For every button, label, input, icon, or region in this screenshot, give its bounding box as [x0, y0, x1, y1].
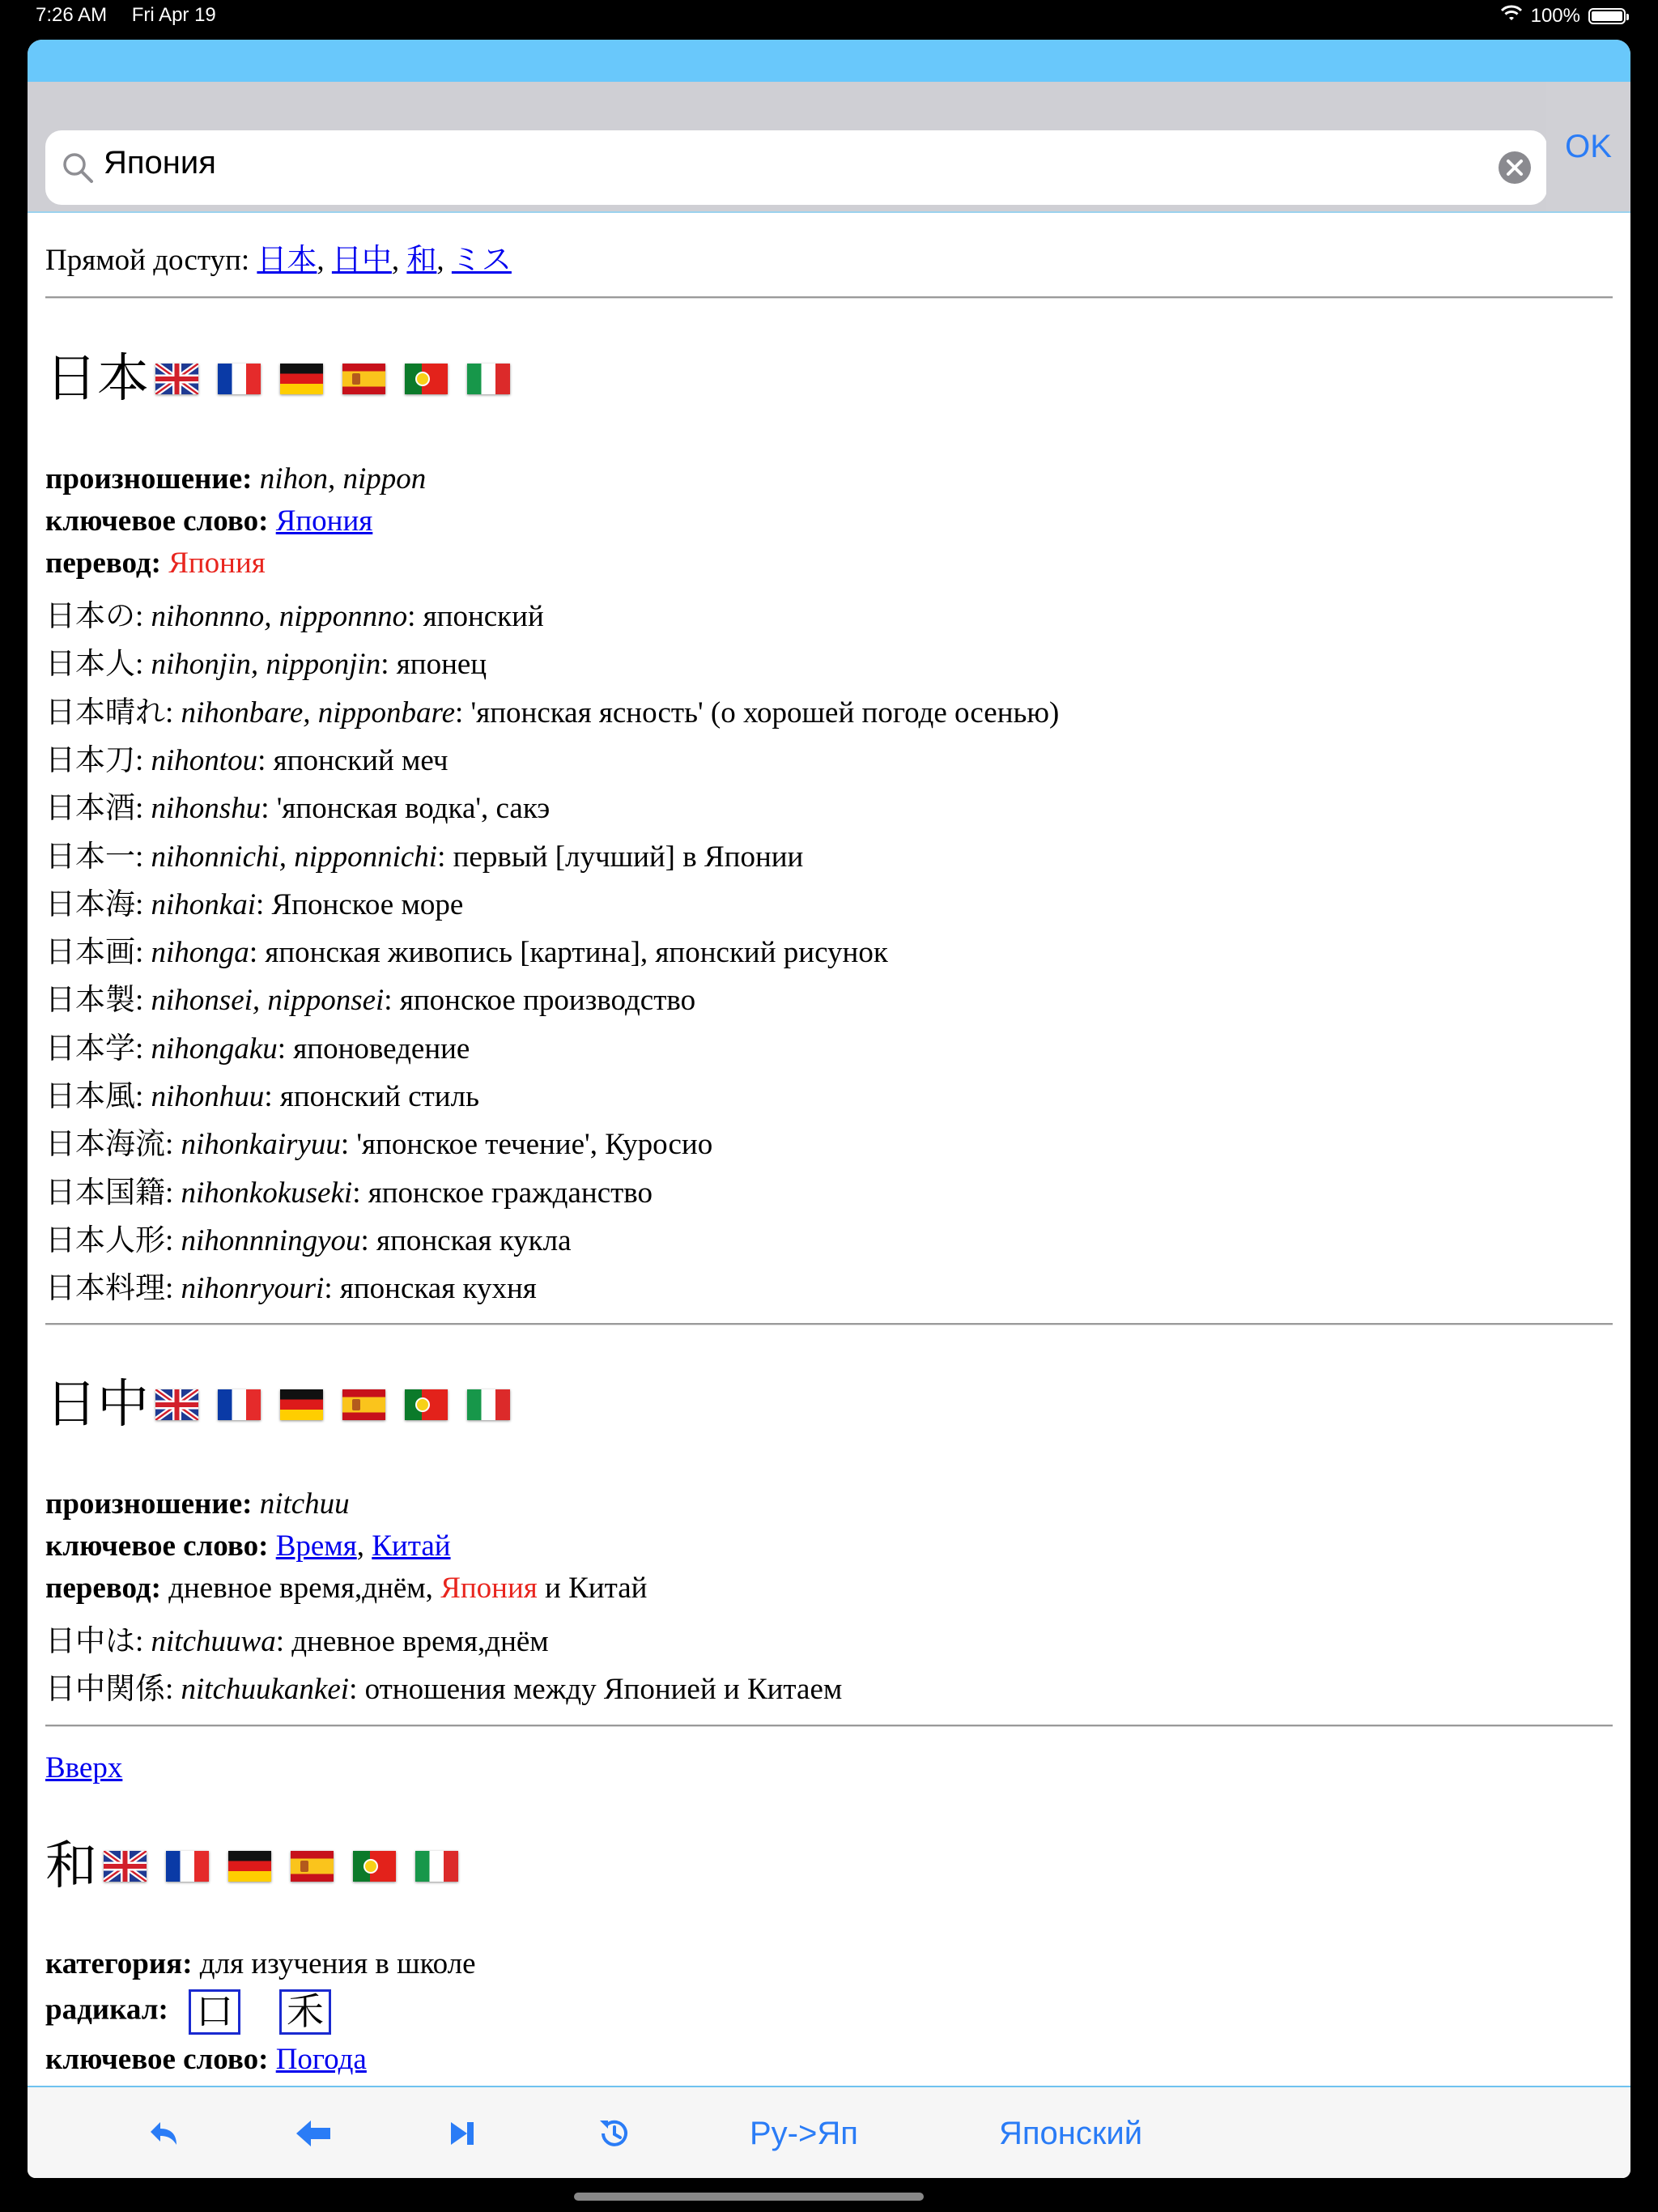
compound-row: 日本海: nihonkai: Японское море — [45, 887, 464, 921]
radical-box[interactable]: 口 — [189, 1989, 240, 2035]
france-flag-icon[interactable] — [218, 1389, 261, 1420]
back-arrow-icon[interactable] — [295, 2087, 332, 2178]
compound-reading: nihonjin, nipponjin — [151, 648, 381, 682]
direct-link-misu[interactable]: ミス — [451, 244, 512, 277]
compound-reading: nitchuukankei — [181, 1673, 350, 1706]
compound-meaning: японская кукла — [376, 1223, 572, 1257]
keyword-label: ключевое слово: — [45, 1529, 269, 1563]
undo-icon[interactable] — [144, 2087, 181, 2178]
compound-meaning: японец — [396, 648, 487, 682]
top-strip — [28, 40, 1630, 82]
divider — [45, 1725, 1613, 1727]
compound-meaning: японское гражданство — [368, 1176, 653, 1210]
compound-word: 日本晴れ — [45, 696, 165, 730]
compound-meaning: 'японское течение', Куросио — [356, 1128, 713, 1162]
app-window — [28, 40, 1630, 2178]
germany-flag-icon[interactable] — [280, 364, 323, 394]
pronunciation-label: произношение: — [45, 462, 253, 496]
keyword-label: ключевое слово: — [45, 504, 269, 538]
compound-reading: nihonsei, nipponsei — [151, 984, 385, 1018]
compound-word: 日本国籍 — [45, 1176, 165, 1210]
keyword-link[interactable]: Китай — [372, 1529, 451, 1563]
direct-link-wa[interactable]: 和 — [406, 244, 437, 277]
search-bar — [28, 82, 1630, 213]
compound-meaning: японский — [423, 600, 544, 633]
compound-reading: nihonnningyou — [181, 1223, 361, 1257]
compound-meaning: 'японская водка', сакэ — [276, 792, 551, 826]
compound-meaning: японоведение — [293, 1032, 470, 1066]
entry-kanji: 和 — [45, 1836, 97, 1896]
back-to-top — [45, 1750, 122, 1785]
battery-percent: 100% — [1530, 4, 1580, 27]
translation-line — [45, 1571, 647, 1606]
status-bar — [0, 0, 1658, 36]
wifi-icon — [1500, 4, 1523, 28]
compound-row: 日本人: nihonjin, nipponjin: японец — [45, 648, 487, 682]
category-line — [45, 1946, 476, 1981]
keyword-line — [45, 2042, 367, 2077]
compound-meaning: японский меч — [273, 743, 449, 777]
compound-word: 日本学 — [45, 1032, 135, 1066]
pronunciation-value: nitchuu — [259, 1487, 350, 1521]
translation-line — [45, 546, 266, 581]
skip-forward-icon[interactable] — [448, 2087, 477, 2178]
keyword-link[interactable]: Япония — [275, 504, 373, 538]
compound-row: 日本画: nihonga: японская живопись [картина], японский рисунок — [45, 936, 888, 970]
spain-flag-icon[interactable] — [342, 1389, 385, 1420]
compound-meaning: японское производство — [399, 984, 696, 1018]
compound-word: 日本製 — [45, 984, 135, 1018]
keyword-link[interactable]: Время — [275, 1529, 357, 1563]
compound-row: 日中関係: nitchuukankei: отношения между Японией и Китаем — [45, 1673, 843, 1706]
direct-link-nihon[interactable]: 日本 — [257, 244, 317, 277]
compound-row: 日本風: nihonhuu: японский стиль — [45, 1080, 479, 1113]
compound-row: 日本人形: nihonnningyou: японская кукла — [45, 1223, 572, 1257]
compound-row: 日本製: nihonsei, nipponsei: японское производство — [45, 984, 696, 1018]
pronunciation-label: произношение: — [45, 1487, 253, 1521]
direction-button[interactable]: Ру->Яп — [750, 2115, 858, 2151]
compound-row: 日本海流: nihonkairyuu: 'японское течение', Куросио — [45, 1128, 713, 1162]
spain-flag-icon[interactable] — [342, 364, 385, 394]
compound-row: 日本の: nihonnno, nipponnno: японский — [45, 600, 544, 633]
portugal-flag-icon[interactable] — [353, 1851, 396, 1882]
france-flag-icon[interactable] — [218, 364, 261, 394]
compound-row: 日中は: nitchuuwa: дневное время,днём — [45, 1625, 549, 1658]
compound-reading: nihonryouri — [181, 1272, 325, 1306]
compound-word: 日本風 — [45, 1080, 135, 1113]
portugal-flag-icon[interactable] — [405, 1389, 448, 1420]
compound-reading: nihonkokuseki — [181, 1176, 353, 1210]
search-query: Япония — [104, 145, 216, 181]
compound-word: 日本海 — [45, 887, 135, 921]
compound-meaning: 'японская ясность' (о хорошей погоде осенью) — [470, 696, 1060, 730]
compound-reading: nihonga — [151, 936, 249, 970]
compound-row: 日本国籍: nihonkokuseki: японское гражданство — [45, 1176, 653, 1210]
battery-icon — [1588, 8, 1626, 24]
compound-reading: nihonkai — [151, 887, 257, 921]
translation-label: перевод: — [45, 547, 161, 580]
compound-meaning: Японское море — [271, 887, 464, 921]
compound-word: 日本の — [45, 600, 135, 633]
compound-reading: nihonnno, nipponnno — [151, 600, 408, 633]
compound-row: 日本酒: nihonshu: 'японская водка', сакэ — [45, 792, 551, 826]
entry-kanji: 日中 — [45, 1375, 149, 1435]
compound-reading: nihonnichi, nipponnichi — [151, 840, 438, 874]
search-input[interactable] — [45, 130, 1547, 205]
home-indicator — [574, 2193, 924, 2201]
uk-flag-icon[interactable] — [104, 1851, 147, 1882]
compound-row: 日本晴れ: nihonbare, nipponbare: 'японская ясность' (о хорошей погоде осенью) — [45, 696, 1060, 730]
divider — [28, 211, 1630, 213]
keyword-link[interactable]: Погода — [275, 2043, 367, 2076]
pronunciation-value: nihon, nippon — [259, 462, 427, 496]
entry-heading — [45, 351, 510, 407]
translation-highlight: Япония — [440, 1572, 538, 1605]
compound-meaning: первый [лучший] в Японии — [453, 840, 804, 874]
compound-meaning: японская кухня — [339, 1272, 537, 1306]
germany-flag-icon[interactable] — [280, 1389, 323, 1420]
back-to-top-link[interactable]: Вверх — [45, 1751, 123, 1784]
radical-label: радикал: — [45, 1993, 168, 2027]
category-label: категория: — [45, 1947, 193, 1980]
translation-text: дневное время,днём, — [160, 1572, 441, 1605]
compound-word: 日本刀 — [45, 743, 135, 777]
entry-heading — [45, 1838, 458, 1895]
compound-word: 日中は — [45, 1625, 135, 1658]
italy-flag-icon[interactable] — [415, 1851, 458, 1882]
dictionary-content[interactable] — [45, 214, 1613, 2126]
pronunciation-line — [45, 462, 426, 496]
clear-search-icon[interactable] — [1497, 150, 1533, 185]
compound-row: 日本学: nihongaku: японоведение — [45, 1032, 470, 1066]
translation-text: и Китай — [537, 1572, 648, 1605]
italy-flag-icon[interactable] — [467, 1389, 510, 1420]
compound-reading: nitchuuwa — [151, 1625, 276, 1658]
compound-meaning: дневное время,днём — [291, 1625, 549, 1658]
compound-word: 日本画 — [45, 936, 135, 970]
compound-meaning: японский стиль — [279, 1080, 479, 1113]
compound-reading: nihonhuu — [151, 1080, 265, 1113]
compound-row: 日本刀: nihontou: японский меч — [45, 743, 449, 777]
status-time: 7:26 AM — [36, 4, 108, 26]
radical-line — [45, 1989, 331, 2035]
compound-row: 日本一: nihonnichi, nipponnichi: первый [лучший] в Японии — [45, 840, 804, 874]
compound-word: 日本人形 — [45, 1223, 165, 1257]
divider — [45, 1323, 1613, 1325]
keyword-label: ключевое слово: — [45, 2043, 269, 2076]
compound-word: 日中関係 — [45, 1673, 165, 1706]
compound-reading: nihontou — [151, 743, 258, 777]
status-date: Fri Apr 19 — [131, 4, 216, 26]
divider — [45, 296, 1613, 299]
entry-kanji: 日本 — [45, 349, 149, 409]
germany-flag-icon[interactable] — [228, 1851, 271, 1882]
compound-word: 日本海流 — [45, 1128, 165, 1162]
compound-reading: nihonbare, nipponbare — [181, 696, 455, 730]
history-icon[interactable] — [597, 2087, 632, 2178]
compound-word: 日本人 — [45, 648, 135, 682]
spain-flag-icon[interactable] — [291, 1851, 334, 1882]
radical-box[interactable]: 禾 — [279, 1989, 331, 2035]
entry-heading — [45, 1376, 510, 1433]
uk-flag-icon[interactable] — [155, 364, 198, 394]
uk-flag-icon[interactable] — [155, 1389, 198, 1420]
language-flags — [155, 1389, 510, 1420]
keyword-line: ключевое слово: Время, Китай — [45, 1529, 451, 1563]
translation-label: перевод: — [45, 1572, 161, 1605]
language-flags — [155, 364, 510, 394]
france-flag-icon[interactable] — [166, 1851, 209, 1882]
portugal-flag-icon[interactable] — [405, 364, 448, 394]
compound-row: 日本料理: nihonryouri: японская кухня — [45, 1272, 537, 1306]
bottom-toolbar — [28, 2086, 1630, 2178]
italy-flag-icon[interactable] — [467, 364, 510, 394]
compound-reading: nihongaku — [151, 1032, 278, 1066]
category-value: для изучения в школе — [192, 1947, 476, 1980]
keyword-line — [45, 504, 372, 538]
direct-access: Прямой доступ: 日本, 日中, 和, ミス — [45, 244, 512, 277]
compound-word: 日本一 — [45, 840, 135, 874]
compound-meaning: японская живопись [картина], японский рисунок — [265, 936, 888, 970]
direct-access-label: Прямой доступ: — [45, 244, 257, 277]
compound-word: 日本酒 — [45, 792, 135, 826]
pronunciation-line — [45, 1487, 350, 1521]
search-icon — [60, 150, 96, 185]
compound-reading: nihonshu — [151, 792, 261, 826]
language-flags — [104, 1851, 458, 1882]
translation-highlight: Япония — [168, 547, 266, 580]
compound-meaning: отношения между Японией и Китаем — [364, 1673, 843, 1706]
ok-button[interactable]: OK — [1546, 82, 1630, 211]
direct-link-nitchuu[interactable]: 日中 — [331, 244, 392, 277]
language-button[interactable]: Японский — [999, 2115, 1143, 2151]
compound-reading: nihonkairyuu — [181, 1128, 341, 1162]
compound-word: 日本料理 — [45, 1272, 165, 1306]
